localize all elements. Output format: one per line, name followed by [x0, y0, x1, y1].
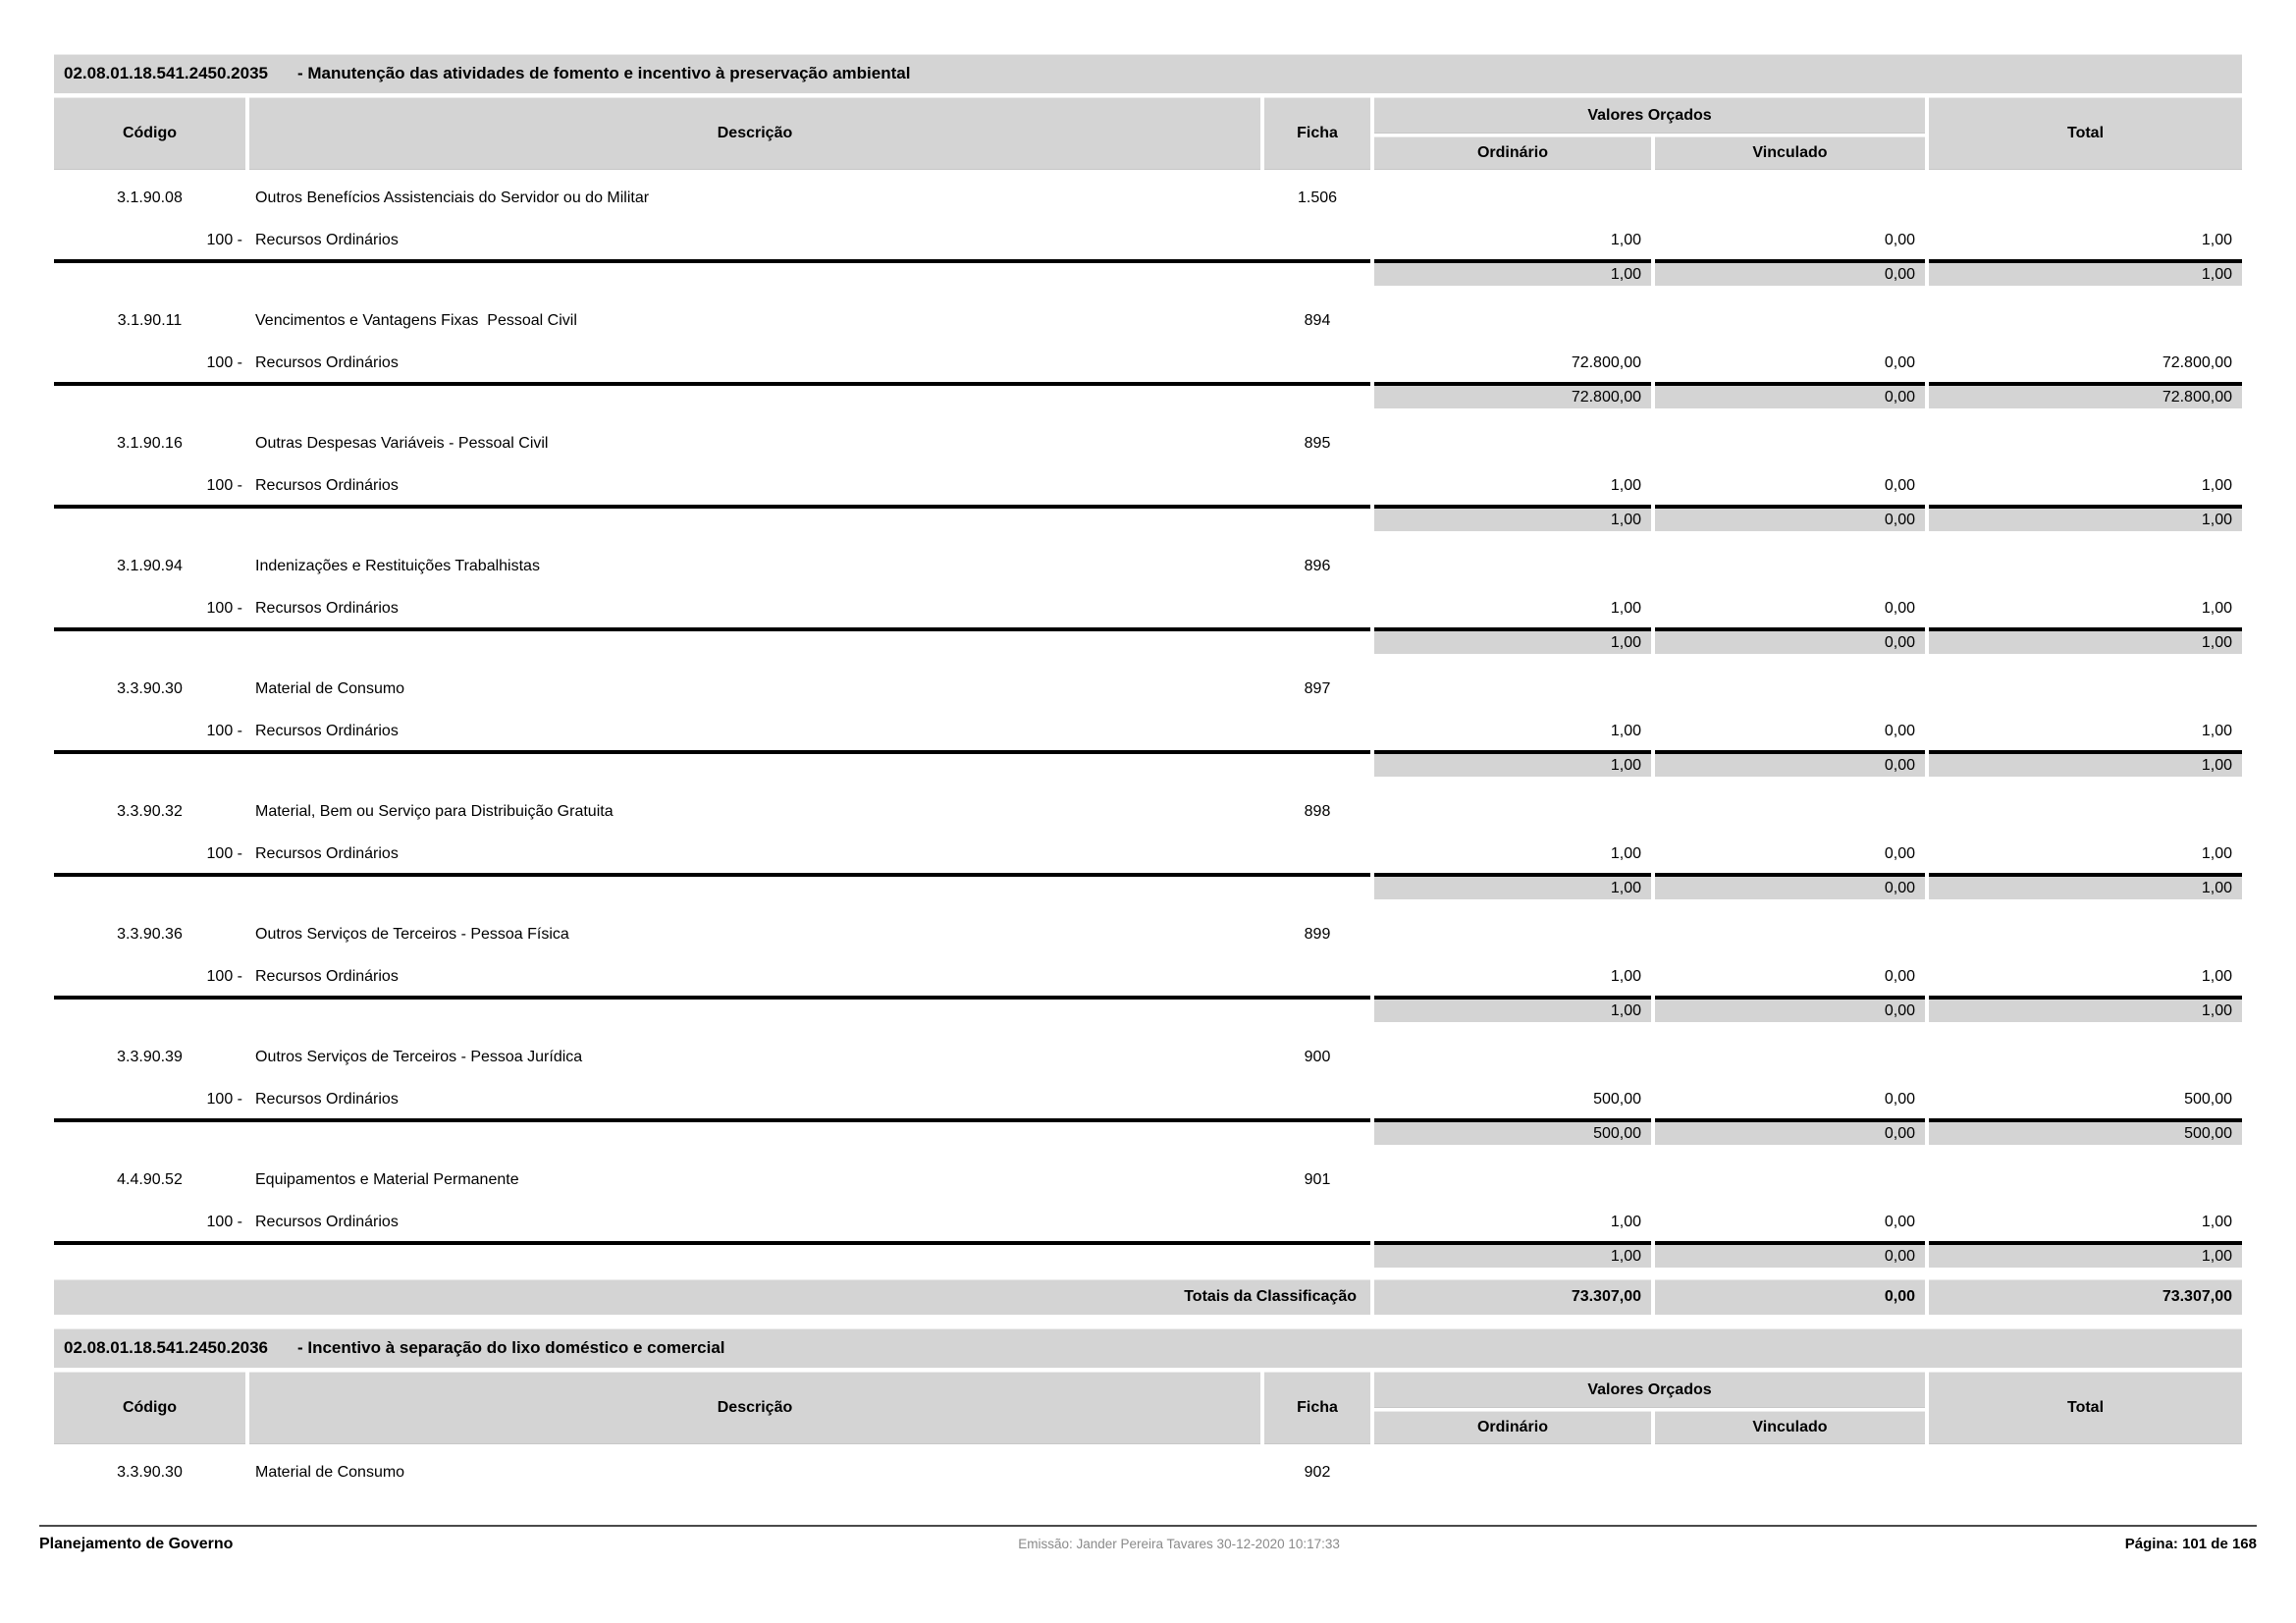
subtotal-rule: [54, 505, 1370, 531]
totals-label: Totais da Classificação: [54, 1279, 1370, 1315]
subtotal-total: 1,00: [1929, 1241, 2242, 1268]
ficha-number: 895: [1304, 435, 1331, 452]
value-ordinario: 1,00: [1610, 232, 1641, 248]
value-ordinario: 72.800,00: [1571, 354, 1641, 371]
section-classification-bar: [54, 54, 2242, 93]
section-classification-code: 02.08.01.18.541.2450.2035: [64, 64, 268, 82]
subtotal-ordinario: 1,00: [1374, 873, 1651, 899]
subtotal-rule: [54, 1241, 1370, 1268]
table-header-row: [54, 1372, 2242, 1444]
source-name: Recursos Ordinários: [255, 723, 399, 739]
subtotal-total: 1,00: [1929, 750, 2242, 777]
value-ordinario: 1,00: [1610, 477, 1641, 494]
subtotal-total: 1,00: [1929, 259, 2242, 286]
section-classification-bar: [54, 1328, 2242, 1368]
subtotal-row: [54, 1241, 2242, 1268]
expense-code: 3.1.90.16: [117, 435, 183, 452]
expense-description: Equipamentos e Material Permanente: [255, 1171, 519, 1188]
subtotal-vinculado: 0,00: [1655, 259, 1925, 286]
ficha-number: 901: [1304, 1171, 1331, 1188]
source-name: Recursos Ordinários: [255, 1091, 399, 1108]
source-code: 100 -: [206, 968, 242, 985]
subtotal-ordinario: 1,00: [1374, 627, 1651, 654]
column-header-codigo: Código: [54, 1372, 245, 1444]
subtotal-ordinario: 500,00: [1374, 1118, 1651, 1145]
source-name: Recursos Ordinários: [255, 1214, 399, 1230]
source-code: 100 -: [206, 723, 242, 739]
subtotal-row: [54, 259, 2242, 286]
value-total: 1,00: [2201, 723, 2232, 739]
source-code: 100 -: [206, 1091, 242, 1108]
expense-description: Outras Despesas Variáveis - Pessoal Civil: [255, 435, 549, 452]
subtotal-total: 500,00: [1929, 1118, 2242, 1145]
classification-totals-row: [54, 1279, 2242, 1315]
subtotal-vinculado: 0,00: [1655, 1118, 1925, 1145]
source-code: 100 -: [206, 354, 242, 371]
totals-ordinario: 73.307,00: [1374, 1279, 1651, 1315]
expense-code-row: [54, 1157, 2242, 1204]
expense-code: 3.3.90.36: [117, 926, 183, 943]
column-header-descricao: Descrição: [249, 1372, 1260, 1444]
ficha-number: 900: [1304, 1049, 1331, 1065]
subtotal-vinculado: 0,00: [1655, 1241, 1925, 1268]
footer-page-number: Página: 101 de 168: [2124, 1536, 2257, 1552]
resource-source-row: [54, 1081, 2242, 1118]
subtotal-vinculado: 0,00: [1655, 627, 1925, 654]
subtotal-row: [54, 1118, 2242, 1145]
expense-code: 4.4.90.52: [117, 1171, 183, 1188]
subtotal-ordinario: 1,00: [1374, 750, 1651, 777]
resource-source-row: [54, 222, 2242, 259]
subtotal-ordinario: 1,00: [1374, 505, 1651, 531]
subtotal-rule: [54, 1118, 1370, 1145]
source-name: Recursos Ordinários: [255, 232, 399, 248]
value-total: 72.800,00: [2162, 354, 2232, 371]
column-header-ordinario: Ordinário: [1374, 1411, 1651, 1444]
column-header-descricao: Descrição: [249, 97, 1260, 170]
expense-code: 3.3.90.30: [117, 680, 183, 697]
column-header-codigo: Código: [54, 97, 245, 170]
value-vinculado: 0,00: [1884, 845, 1915, 862]
source-code: 100 -: [206, 1214, 242, 1230]
column-header-vinculado: Vinculado: [1655, 1411, 1925, 1444]
ficha-number: 896: [1304, 558, 1331, 574]
subtotal-rule: [54, 627, 1370, 654]
value-vinculado: 0,00: [1884, 1214, 1915, 1230]
resource-source-row: [54, 590, 2242, 627]
footer-emission-info: Emissão: Jander Pereira Tavares 30-12-2020 10:17:33: [1018, 1537, 1340, 1551]
source-name: Recursos Ordinários: [255, 354, 399, 371]
subtotal-total: 1,00: [1929, 873, 2242, 899]
value-vinculado: 0,00: [1884, 1091, 1915, 1108]
expense-code-row: [54, 1034, 2242, 1081]
expense-code: 3.3.90.39: [117, 1049, 183, 1065]
subtotal-rule: [54, 873, 1370, 899]
value-ordinario: 1,00: [1610, 723, 1641, 739]
expense-code-row: [54, 420, 2242, 467]
subtotal-ordinario: 1,00: [1374, 996, 1651, 1022]
column-header-total: Total: [1929, 1372, 2242, 1444]
subtotal-rule: [54, 259, 1370, 286]
expense-description: Outros Benefícios Assistenciais do Servidor ou do Militar: [255, 189, 650, 206]
value-vinculado: 0,00: [1884, 477, 1915, 494]
ficha-number: 1.506: [1297, 189, 1338, 206]
table-header-row: [54, 97, 2242, 170]
subtotal-total: 1,00: [1929, 505, 2242, 531]
value-total: 1,00: [2201, 600, 2232, 617]
subtotal-rule: [54, 382, 1370, 408]
section-classification-code: 02.08.01.18.541.2450.2036: [64, 1338, 268, 1357]
resource-source-row: [54, 1204, 2242, 1241]
expense-code-row: [54, 911, 2242, 958]
value-vinculado: 0,00: [1884, 232, 1915, 248]
column-header-vinculado: Vinculado: [1655, 136, 1925, 170]
value-total: 1,00: [2201, 1214, 2232, 1230]
totals-vinculado: 0,00: [1655, 1279, 1925, 1315]
section-classification-title: - Incentivo à separação do lixo doméstico e comercial: [296, 1338, 725, 1357]
subtotal-ordinario: 72.800,00: [1374, 382, 1651, 408]
subtotal-rule: [54, 996, 1370, 1022]
subtotal-vinculado: 0,00: [1655, 505, 1925, 531]
ficha-number: 899: [1304, 926, 1331, 943]
subtotal-row: [54, 873, 2242, 899]
subtotal-row: [54, 996, 2242, 1022]
value-total: 1,00: [2201, 477, 2232, 494]
subtotal-row: [54, 505, 2242, 531]
value-total: 1,00: [2201, 968, 2232, 985]
subtotal-total: 1,00: [1929, 996, 2242, 1022]
source-name: Recursos Ordinários: [255, 845, 399, 862]
subtotal-ordinario: 1,00: [1374, 259, 1651, 286]
section-classification-title: - Manutenção das atividades de fomento e incentivo à preservação ambiental: [296, 64, 911, 82]
ficha-number: 898: [1304, 803, 1331, 820]
expense-code: 3.1.90.08: [117, 189, 183, 206]
subtotal-vinculado: 0,00: [1655, 873, 1925, 899]
value-ordinario: 1,00: [1610, 600, 1641, 617]
column-header-ficha: Ficha: [1264, 97, 1370, 170]
value-ordinario: 1,00: [1610, 968, 1641, 985]
ficha-number: 897: [1304, 680, 1331, 697]
ficha-number: 894: [1304, 312, 1331, 329]
value-total: 500,00: [2184, 1091, 2232, 1108]
footer-system-name: Planejamento de Governo: [39, 1536, 234, 1552]
source-code: 100 -: [206, 477, 242, 494]
resource-source-row: [54, 467, 2242, 505]
value-vinculado: 0,00: [1884, 968, 1915, 985]
value-total: 1,00: [2201, 232, 2232, 248]
resource-source-row: [54, 345, 2242, 382]
subtotal-total: 1,00: [1929, 627, 2242, 654]
expense-description: Outros Serviços de Terceiros - Pessoa Jurídica: [255, 1049, 583, 1065]
expense-description: Material, Bem ou Serviço para Distribuição Gratuita: [255, 803, 614, 820]
expense-code: 3.3.90.32: [117, 803, 183, 820]
resource-source-row: [54, 836, 2242, 873]
resource-source-row: [54, 713, 2242, 750]
value-vinculado: 0,00: [1884, 354, 1915, 371]
expense-description: Material de Consumo: [255, 680, 405, 697]
value-ordinario: 500,00: [1593, 1091, 1641, 1108]
subtotal-row: [54, 382, 2242, 408]
resource-source-row: [54, 958, 2242, 996]
expense-code-row: [54, 298, 2242, 345]
value-vinculado: 0,00: [1884, 600, 1915, 617]
expense-description: Outros Serviços de Terceiros - Pessoa Física: [255, 926, 569, 943]
subtotal-ordinario: 1,00: [1374, 1241, 1651, 1268]
column-header-ordinario: Ordinário: [1374, 136, 1651, 170]
subtotal-row: [54, 750, 2242, 777]
subtotal-vinculado: 0,00: [1655, 382, 1925, 408]
subtotal-rule: [54, 750, 1370, 777]
source-name: Recursos Ordinários: [255, 477, 399, 494]
source-name: Recursos Ordinários: [255, 600, 399, 617]
subtotal-total: 72.800,00: [1929, 382, 2242, 408]
subtotal-row: [54, 627, 2242, 654]
ficha-number: 902: [1304, 1464, 1331, 1481]
report-body: [54, 54, 2242, 1496]
report-footer: [39, 1525, 2257, 1553]
column-header-valores-orcados: Valores Orçados: [1374, 1372, 1925, 1408]
column-header-ficha: Ficha: [1264, 1372, 1370, 1444]
subtotal-vinculado: 0,00: [1655, 750, 1925, 777]
expense-code-row: [54, 1449, 2242, 1496]
source-name: Recursos Ordinários: [255, 968, 399, 985]
column-header-total: Total: [1929, 97, 2242, 170]
column-header-valores-orcados: Valores Orçados: [1374, 97, 1925, 134]
value-ordinario: 1,00: [1610, 1214, 1641, 1230]
expense-code-row: [54, 788, 2242, 836]
expense-code-row: [54, 543, 2242, 590]
source-code: 100 -: [206, 232, 242, 248]
expense-code: 3.3.90.30: [117, 1464, 183, 1481]
expense-code-row: [54, 175, 2242, 222]
expense-description: Material de Consumo: [255, 1464, 405, 1481]
source-code: 100 -: [206, 845, 242, 862]
expense-description: Indenizações e Restituições Trabalhistas: [255, 558, 540, 574]
value-ordinario: 1,00: [1610, 845, 1641, 862]
expense-code-row: [54, 666, 2242, 713]
subtotal-vinculado: 0,00: [1655, 996, 1925, 1022]
value-vinculado: 0,00: [1884, 723, 1915, 739]
totals-total: 73.307,00: [1929, 1279, 2242, 1315]
expense-code: 3.1.90.94: [117, 558, 183, 574]
expense-code: 3.1.90.11: [117, 312, 183, 329]
value-total: 1,00: [2201, 845, 2232, 862]
expense-description: Vencimentos e Vantagens Fixas Pessoal Civil: [255, 312, 577, 329]
source-code: 100 -: [206, 600, 242, 617]
